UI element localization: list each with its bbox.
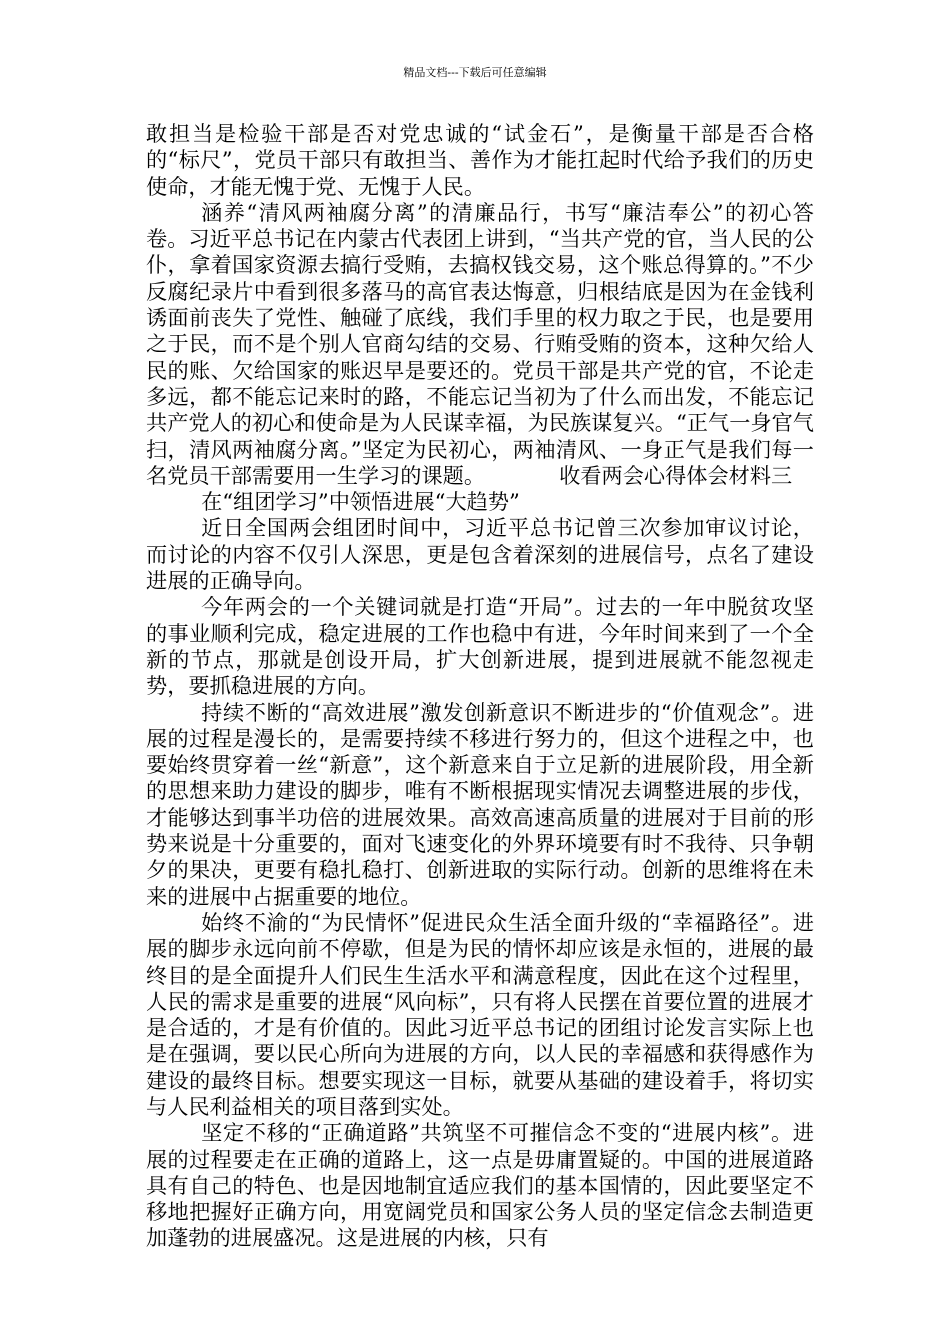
paragraph-3: 近日全国两会组团时间中，习近平总书记曾三次参加审议讨论，而讨论的内容不仅引人深思，更是包含着深刻的进展信号，点名了建设进展的正确导向。 [146,515,814,594]
paragraph-1: 敢担当是检验干部是否对党忠诚的“试金石”，是衡量干部是否合格的“标尺”，党员干部只有敢担当、善作为才能扛起时代给予我们的历史使命，才能无愧于党、无愧于人民。 [146,121,814,199]
page-header: 精品文档---下载后可任意编辑 [403,66,547,79]
paragraph-7: 坚定不移的“正确道路”共筑坚不可摧信念不变的“进展内核”。进展的过程要走在正确的道路上，这一点是毋庸置疑的。中国的进展道路具有自己的特色、也是因地制宜适应我们的基本国情的，因此要坚定不移地把握好正确方向，用宽阔党员和国家公务人员的坚定信念去制造更加蓬勃的进展盛况。这是进展的内核，只有 [146,1120,814,1251]
document-body [146,121,814,1252]
section-subtitle: 在“组团学习”中领悟进展“大趋势” [201,489,520,515]
paragraph-4: 今年两会的一个关键词就是打造“开局”。过去的一年中脱贫攻坚的事业顺利完成，稳定进展的工作也稳中有进，今年时间来到了一个全新的节点，那就是创设开局，扩大创新进展，提到进展就不能忽视走势，要抓稳进展的方向。 [146,594,814,699]
paragraph-6: 始终不渝的“为民情怀”促进民众生活全面升级的“幸福路径”。进展的脚步永远向前不停歇，但是为民的情怀却应该是永恒的，进展的最终目的是全面提升人们民生生活水平和满意程度，因此在这个过程里，人民的需求是重要的进展“风向标”，只有将人民摆在首要位置的进展才是合适的，才是有价值的。因此习近平总书记的团组讨论发言实际上也是在强调，要以民心所向为进展的方向，以人民的幸福感和获得感作为建设的最终目标。想要实现这一目标，就要从基础的建设着手，将切实与人民利益相关的项目落到实处。 [146,909,814,1119]
paragraph-2-text: 涵养“清风两袖腐分离”的清廉品行，书写“廉洁奉公”的初心答卷。习近平总书记在内蒙古代表团上讲到，“当共产党的官，当人民的公仆，拿着国家资源去搞行受贿，去搞权钱交易，这个账总得算的。”不少反腐纪录片中看到很多落马的高官表达悔意，归根结底是因为在金钱利诱面前丧失了党性、触碰了底线，我们手里的权力取之于民，也是要用之于民，而不是个别人官商勾结的交易、行贿受贿的资本，这种欠给人民的账、欠给国家的账迟早是要还的。党员干部是共产党的官，不论走多远，都不能忘记来时的路，不能忘记当初为了什么而出发，不能忘记共产党人的初心和使命是为人民谋幸福，为民族谋复兴。“正气一身官气扫，清风两袖腐分离。”坚定为民初心，两袖清风、一身正气是我们每一名党员干部需要用一生学习的课题。 [146,199,814,488]
section-title: 收看两会心得体会材料三 [559,462,793,488]
paragraph-2 [146,200,814,489]
paragraph-5: 持续不断的“高效进展”激发创新意识不断进步的“价值观念”。进展的过程是漫长的，是需要持续不移进行努力的，但这个进程之中，也要始终贯穿着一丝“新意”，这个新意来自于立足新的进展阶段，用全新的思想来助力建设的脚步，唯有不断根据现实情况去调整进展的步伐，才能够达到事半功倍的进展效果。高效高速高质量的进展对于目前的形势来说是十分重要的，面对飞速变化的外界环境要有时不我待、只争朝夕的果决，更要有稳扎稳打、创新进取的实际行动。创新的思维将在未来的进展中占据重要的地位。 [146,699,814,909]
